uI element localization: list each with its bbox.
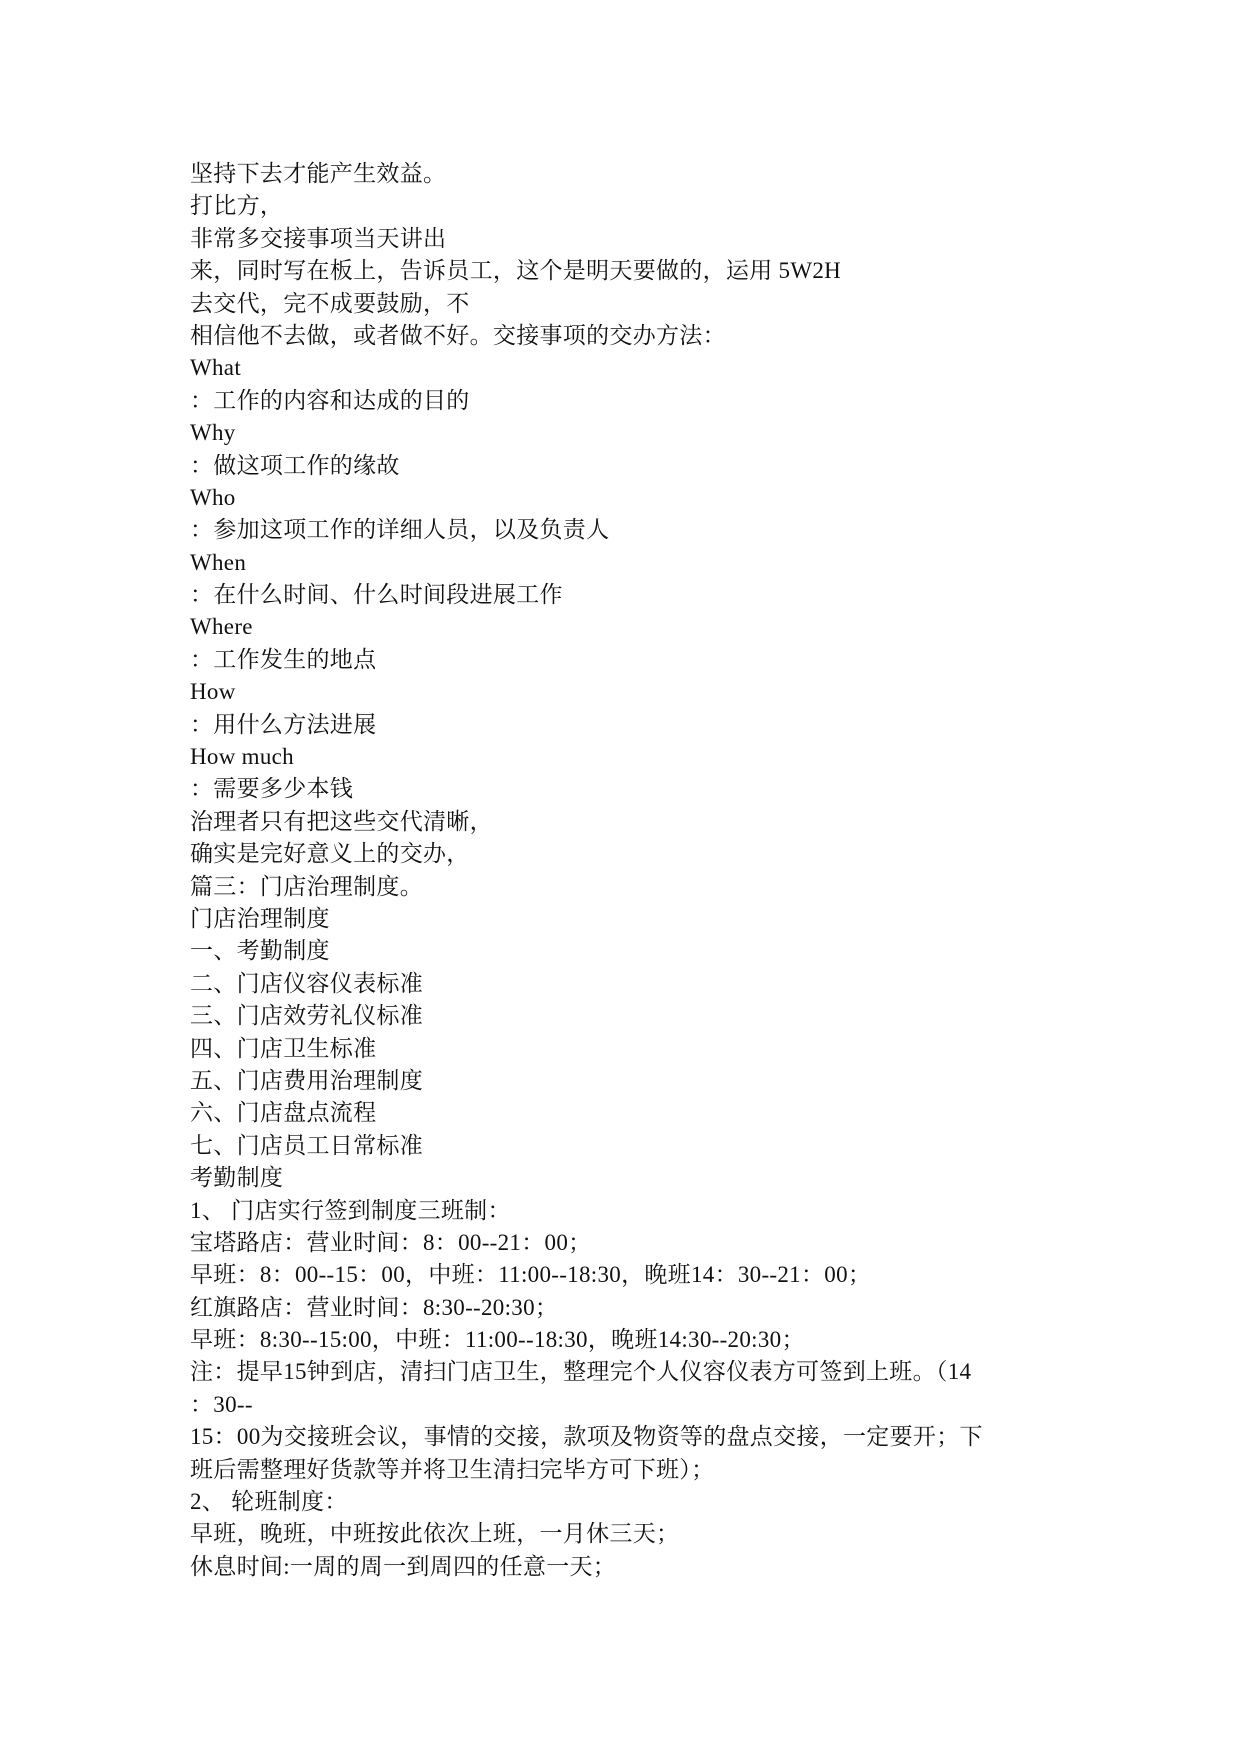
text-line: 红旗路店：营业时间：8:30--20:30； (190, 1294, 559, 1320)
heading-where: Where (190, 614, 253, 640)
text-line: 早班：8：00--15：00，中班：11:00--18:30，晚班14：30--21：00； (190, 1262, 872, 1288)
text-line: 宝塔路店：营业时间：8：00--21：00； (190, 1229, 592, 1255)
section-title: 篇三：门店治理制度。 (190, 873, 423, 899)
toc-item: 四、门店卫生标准 (190, 1035, 377, 1061)
text-line: 15：00为交接班会议，事情的交接，款项及物资等的盘点交接，一定要开；下 (190, 1424, 983, 1450)
text-line: 休息时间:一周的周一到周四的任意一天； (190, 1553, 617, 1579)
text-line: ：参加这项工作的详细人员，以及负责人 (190, 517, 610, 543)
subsection-heading: 考勤制度 (190, 1165, 284, 1191)
text-line: 确实是完好意义上的交办， (190, 841, 470, 867)
text-line: 去交代，完不成要鼓励，不 (190, 290, 470, 316)
heading-why: Why (190, 420, 236, 446)
heading-when: When (190, 549, 247, 575)
heading-how-much: How much (190, 744, 294, 770)
text-line: 打比方， (190, 193, 284, 219)
toc-item: 六、门店盘点流程 (190, 1100, 377, 1126)
text-line: 来，同时写在板上，告诉员工，这个是明天要做的，运用 5W2H (190, 258, 842, 284)
toc-item: 五、门店费用治理制度 (190, 1067, 423, 1093)
text-line: 注：提早15钟到店，清扫门店卫生，整理完个人仪容仪表方可签到上班。（14 (190, 1359, 972, 1385)
text-line: ：做这项工作的缘故 (190, 452, 400, 478)
text-line: 1、 门店实行签到制度三班制： (190, 1197, 511, 1223)
toc-item: 七、门店员工日常标准 (190, 1132, 423, 1158)
text-line: ：工作的内容和达成的目的 (190, 387, 470, 413)
text-line: 班后需整理好货款等并将卫生清扫完毕方可下班）； (190, 1456, 715, 1482)
section-heading: 门店治理制度 (190, 905, 330, 931)
text-line: 2、 轮班制度： (190, 1489, 348, 1515)
toc-item: 二、门店仪容仪表标准 (190, 970, 423, 996)
text-line: 非常多交接事项当天讲出 (190, 225, 447, 251)
text-line: ：用什么方法进展 (190, 711, 377, 737)
text-line: ：需要多少本钱 (190, 776, 354, 802)
toc-item: 一、考勤制度 (190, 938, 330, 964)
text-line: 治理者只有把这些交代清晰， (190, 808, 493, 834)
text-line: 早班：8:30--15:00，中班：11:00--18:30，晚班14:30--20:30； (190, 1327, 805, 1353)
document-body (190, 158, 1070, 1583)
text-line: 坚持下去才能产生效益。 (190, 161, 447, 186)
heading-how: How (190, 679, 236, 705)
toc-item: 三、门店效劳礼仪标准 (190, 1003, 423, 1029)
text-line: ：在什么时间、什么时间段进展工作 (190, 582, 563, 608)
heading-who: Who (190, 484, 236, 510)
text-line: ：工作发生的地点 (190, 646, 377, 672)
text-line: 早班，晚班，中班按此依次上班，一月休三天； (190, 1521, 680, 1547)
heading-what: What (190, 355, 242, 381)
text-line: ：30-- (190, 1391, 253, 1417)
text-line: 相信他不去做，或者做不好。交接事项的交办方法： (190, 322, 726, 348)
